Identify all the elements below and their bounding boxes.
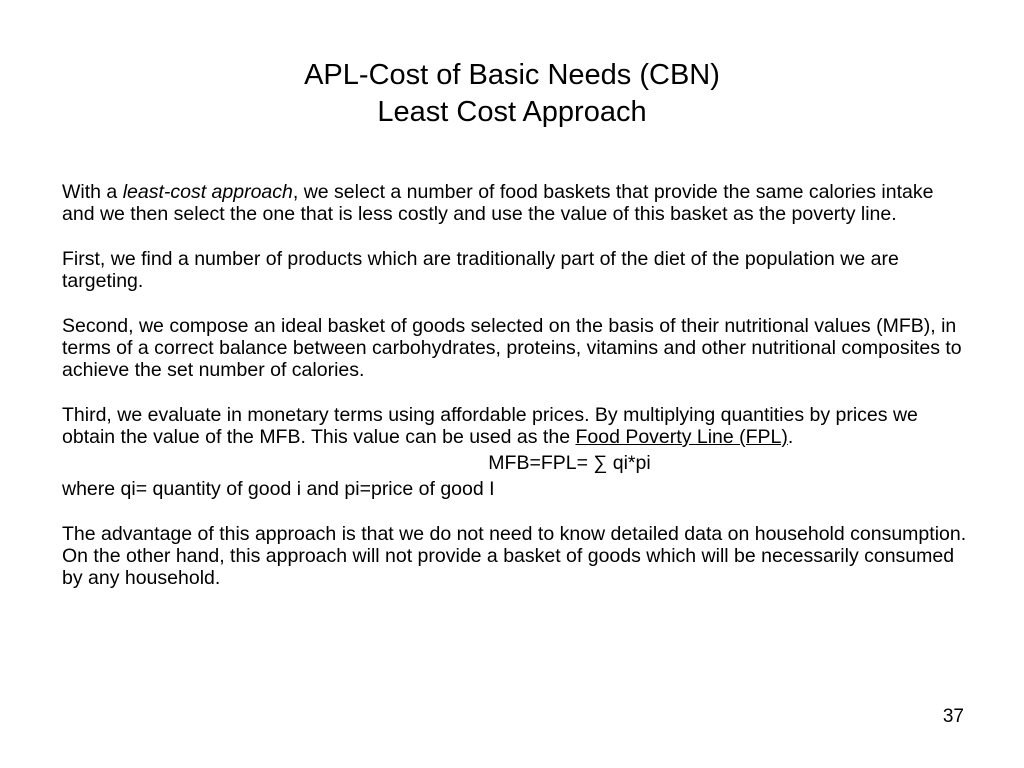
paragraph-least-cost bbox=[62, 181, 967, 225]
spacer bbox=[62, 225, 967, 248]
p1-text-start: With a bbox=[62, 181, 123, 203]
spacer bbox=[62, 292, 967, 315]
p1-text-end: , we select a number of food baskets that provide the same calories intake and we then select the one that is less costly and use the value of this basket as the poverty line. bbox=[62, 181, 934, 225]
paragraph-second: Second, we compose an ideal basket of goods selected on the basis of their nutritional values (MFB), in terms of a correct balance between carbohydrates, proteins, vitamins and other nutritional composites to achieve the set number of calories. bbox=[62, 315, 962, 381]
spacer bbox=[62, 500, 967, 523]
spacer bbox=[62, 381, 967, 404]
title-line-2: Least Cost Approach bbox=[377, 96, 647, 128]
paragraph-first: First, we find a number of products which are traditionally part of the diet of the population we are targeting. bbox=[62, 248, 899, 292]
p4-text-end: . bbox=[787, 426, 794, 448]
slide-body bbox=[62, 181, 967, 589]
formula: MFB=FPL= ∑ qi*pi bbox=[488, 452, 651, 474]
formula-definition: where qi= quantity of good i and pi=price of good I bbox=[62, 478, 495, 500]
paragraph-third bbox=[62, 404, 967, 448]
p1-italic-term: least-cost approach bbox=[122, 181, 293, 203]
page-number: 37 bbox=[942, 706, 964, 727]
title-line-1: APL-Cost of Basic Needs (CBN) bbox=[304, 59, 720, 91]
slide-title bbox=[0, 57, 1024, 131]
paragraph-advantage: The advantage of this approach is that we do not need to know detailed data on household consumption. On the other hand, this approach will not provide a basket of goods which will be necessarily consumed by any household. bbox=[62, 523, 967, 589]
p4-text-start: Third, we evaluate in monetary terms using affordable prices. By multiplying quantities by prices we obtain the value of the MFB. This value can be used as the bbox=[62, 404, 918, 448]
food-poverty-line-link[interactable]: Food Poverty Line (FPL) bbox=[575, 426, 788, 448]
